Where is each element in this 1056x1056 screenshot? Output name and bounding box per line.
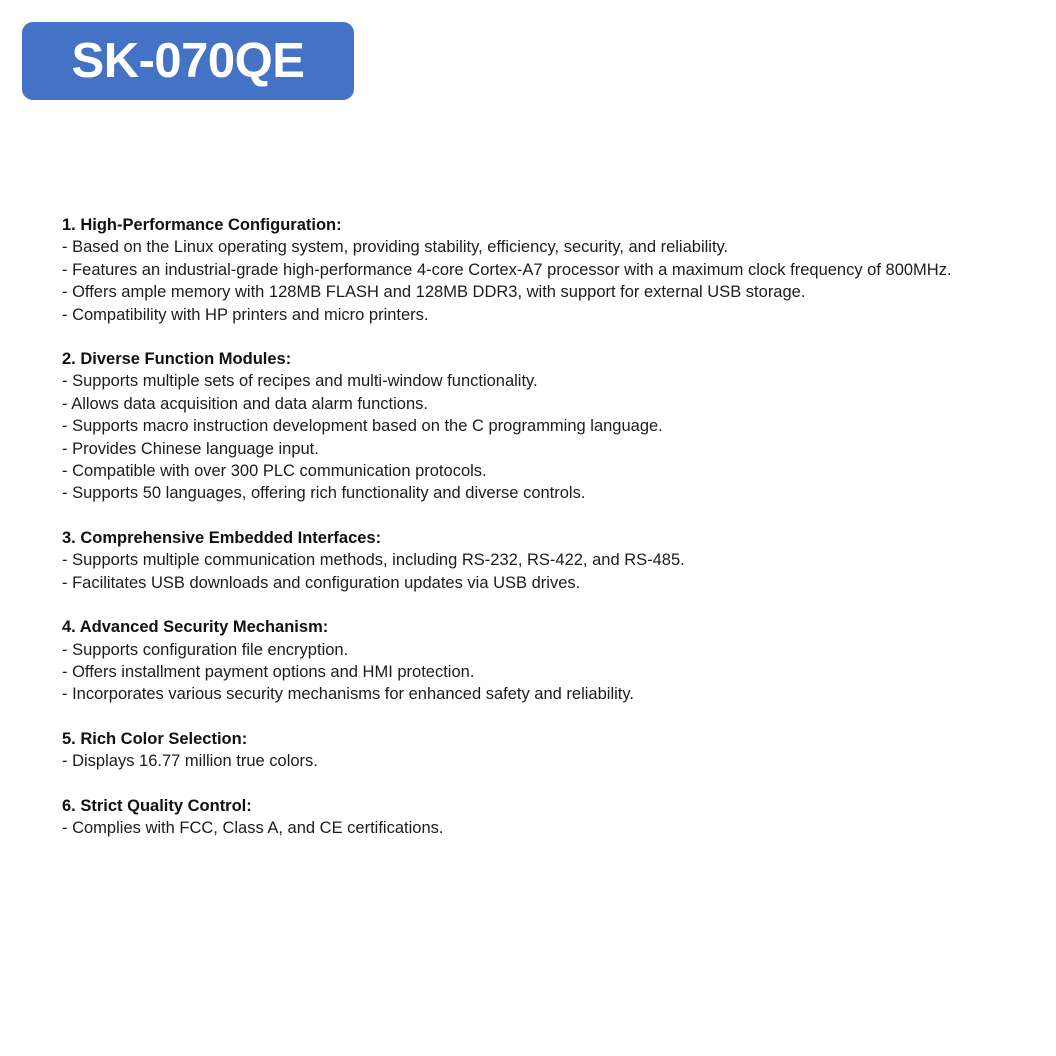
- spec-bullet-list: [62, 549, 1022, 594]
- specification-list: [62, 214, 1022, 839]
- spec-bullet-text: Supports macro instruction development based on the C programming language.: [72, 417, 663, 436]
- spec-bullet-text: Displays 16.77 million true colors.: [72, 752, 318, 771]
- bullet-dash-icon: -: [62, 238, 68, 257]
- spec-section-heading: 2. Diverse Function Modules:: [62, 350, 292, 369]
- bullet-dash-icon: -: [62, 484, 68, 503]
- bullet-dash-icon: -: [62, 283, 68, 302]
- spec-section-heading: 5. Rich Color Selection:: [62, 729, 248, 748]
- spec-bullet-text: Incorporates various security mechanisms for enhanced safety and reliability.: [72, 685, 634, 704]
- spec-bullet-item: [62, 415, 1022, 437]
- spec-section: [62, 616, 1022, 706]
- spec-bullet-item: [62, 236, 1022, 258]
- bullet-dash-icon: -: [62, 640, 68, 659]
- bullet-dash-icon: -: [62, 260, 68, 279]
- spec-bullet-item: [62, 817, 1022, 839]
- spec-bullet-text: Facilitates USB downloads and configuration updates via USB drives.: [72, 573, 581, 592]
- bullet-dash-icon: -: [62, 439, 68, 458]
- header-banner: [0, 0, 1056, 130]
- spec-bullet-item: [62, 683, 1022, 705]
- spec-bullet-text: Features an industrial-grade high-performance 4-core Cortex-A7 processor with a maximum clock frequency of 800MHz.: [72, 260, 952, 279]
- spec-bullet-item: [62, 549, 1022, 571]
- product-model-label: SK-070QE: [71, 33, 305, 88]
- spec-bullet-item: [62, 438, 1022, 460]
- spec-bullet-text: Supports 50 languages, offering rich functionality and diverse controls.: [72, 484, 586, 503]
- spec-bullet-text: Offers installment payment options and HMI protection.: [72, 662, 475, 681]
- spec-bullet-item: [62, 482, 1022, 504]
- spec-bullet-text: Complies with FCC, Class A, and CE certifications.: [72, 818, 444, 837]
- spec-bullet-item: [62, 750, 1022, 772]
- spec-bullet-text: Provides Chinese language input.: [72, 439, 319, 458]
- bullet-dash-icon: -: [62, 372, 68, 391]
- spec-bullet-item: [62, 259, 1022, 281]
- bullet-dash-icon: -: [62, 752, 68, 771]
- spec-bullet-item: [62, 460, 1022, 482]
- bullet-dash-icon: -: [62, 685, 68, 704]
- spec-bullet-text: Supports configuration file encryption.: [72, 640, 349, 659]
- spec-section: [62, 728, 1022, 773]
- spec-bullet-item: [62, 639, 1022, 661]
- bullet-dash-icon: -: [62, 462, 68, 481]
- spec-bullet-text: Compatible with over 300 PLC communication protocols.: [72, 462, 487, 481]
- spec-bullet-item: [62, 661, 1022, 683]
- spec-bullet-list: [62, 639, 1022, 706]
- spec-bullet-text: Allows data acquisition and data alarm functions.: [71, 394, 428, 413]
- spec-bullet-list: [62, 817, 1022, 839]
- spec-bullet-item: [62, 281, 1022, 303]
- spec-section: [62, 348, 1022, 505]
- bullet-dash-icon: -: [62, 818, 68, 837]
- bullet-dash-icon: -: [62, 573, 68, 592]
- spec-section: [62, 214, 1022, 326]
- product-model-badge: [22, 22, 354, 100]
- spec-bullet-text: Offers ample memory with 128MB FLASH and 128MB DDR3, with support for external USB storage.: [72, 283, 806, 302]
- spec-bullet-item: [62, 304, 1022, 326]
- spec-bullet-text: Supports multiple sets of recipes and multi-window functionality.: [72, 372, 538, 391]
- spec-bullet-item: [62, 370, 1022, 392]
- spec-section-heading: 3. Comprehensive Embedded Interfaces:: [62, 528, 382, 547]
- bullet-dash-icon: -: [62, 417, 68, 436]
- spec-section-heading: 4. Advanced Security Mechanism:: [62, 618, 329, 637]
- spec-section: [62, 795, 1022, 840]
- spec-bullet-list: [62, 750, 1022, 772]
- spec-bullet-text: Compatibility with HP printers and micro printers.: [72, 305, 429, 324]
- spec-bullet-text: Based on the Linux operating system, providing stability, efficiency, security, and reliability.: [72, 238, 729, 257]
- bullet-dash-icon: -: [62, 551, 68, 570]
- spec-bullet-item: [62, 572, 1022, 594]
- bullet-dash-icon: -: [62, 394, 68, 413]
- spec-section-heading: 6. Strict Quality Control:: [62, 796, 252, 815]
- bullet-dash-icon: -: [62, 305, 68, 324]
- spec-bullet-item: [62, 393, 1022, 415]
- bullet-dash-icon: -: [62, 662, 68, 681]
- spec-bullet-list: [62, 236, 1022, 326]
- spec-bullet-text: Supports multiple communication methods, including RS-232, RS-422, and RS-485.: [72, 551, 685, 570]
- spec-bullet-list: [62, 370, 1022, 504]
- spec-section-heading: 1. High-Performance Configuration:: [62, 216, 342, 234]
- spec-section: [62, 527, 1022, 594]
